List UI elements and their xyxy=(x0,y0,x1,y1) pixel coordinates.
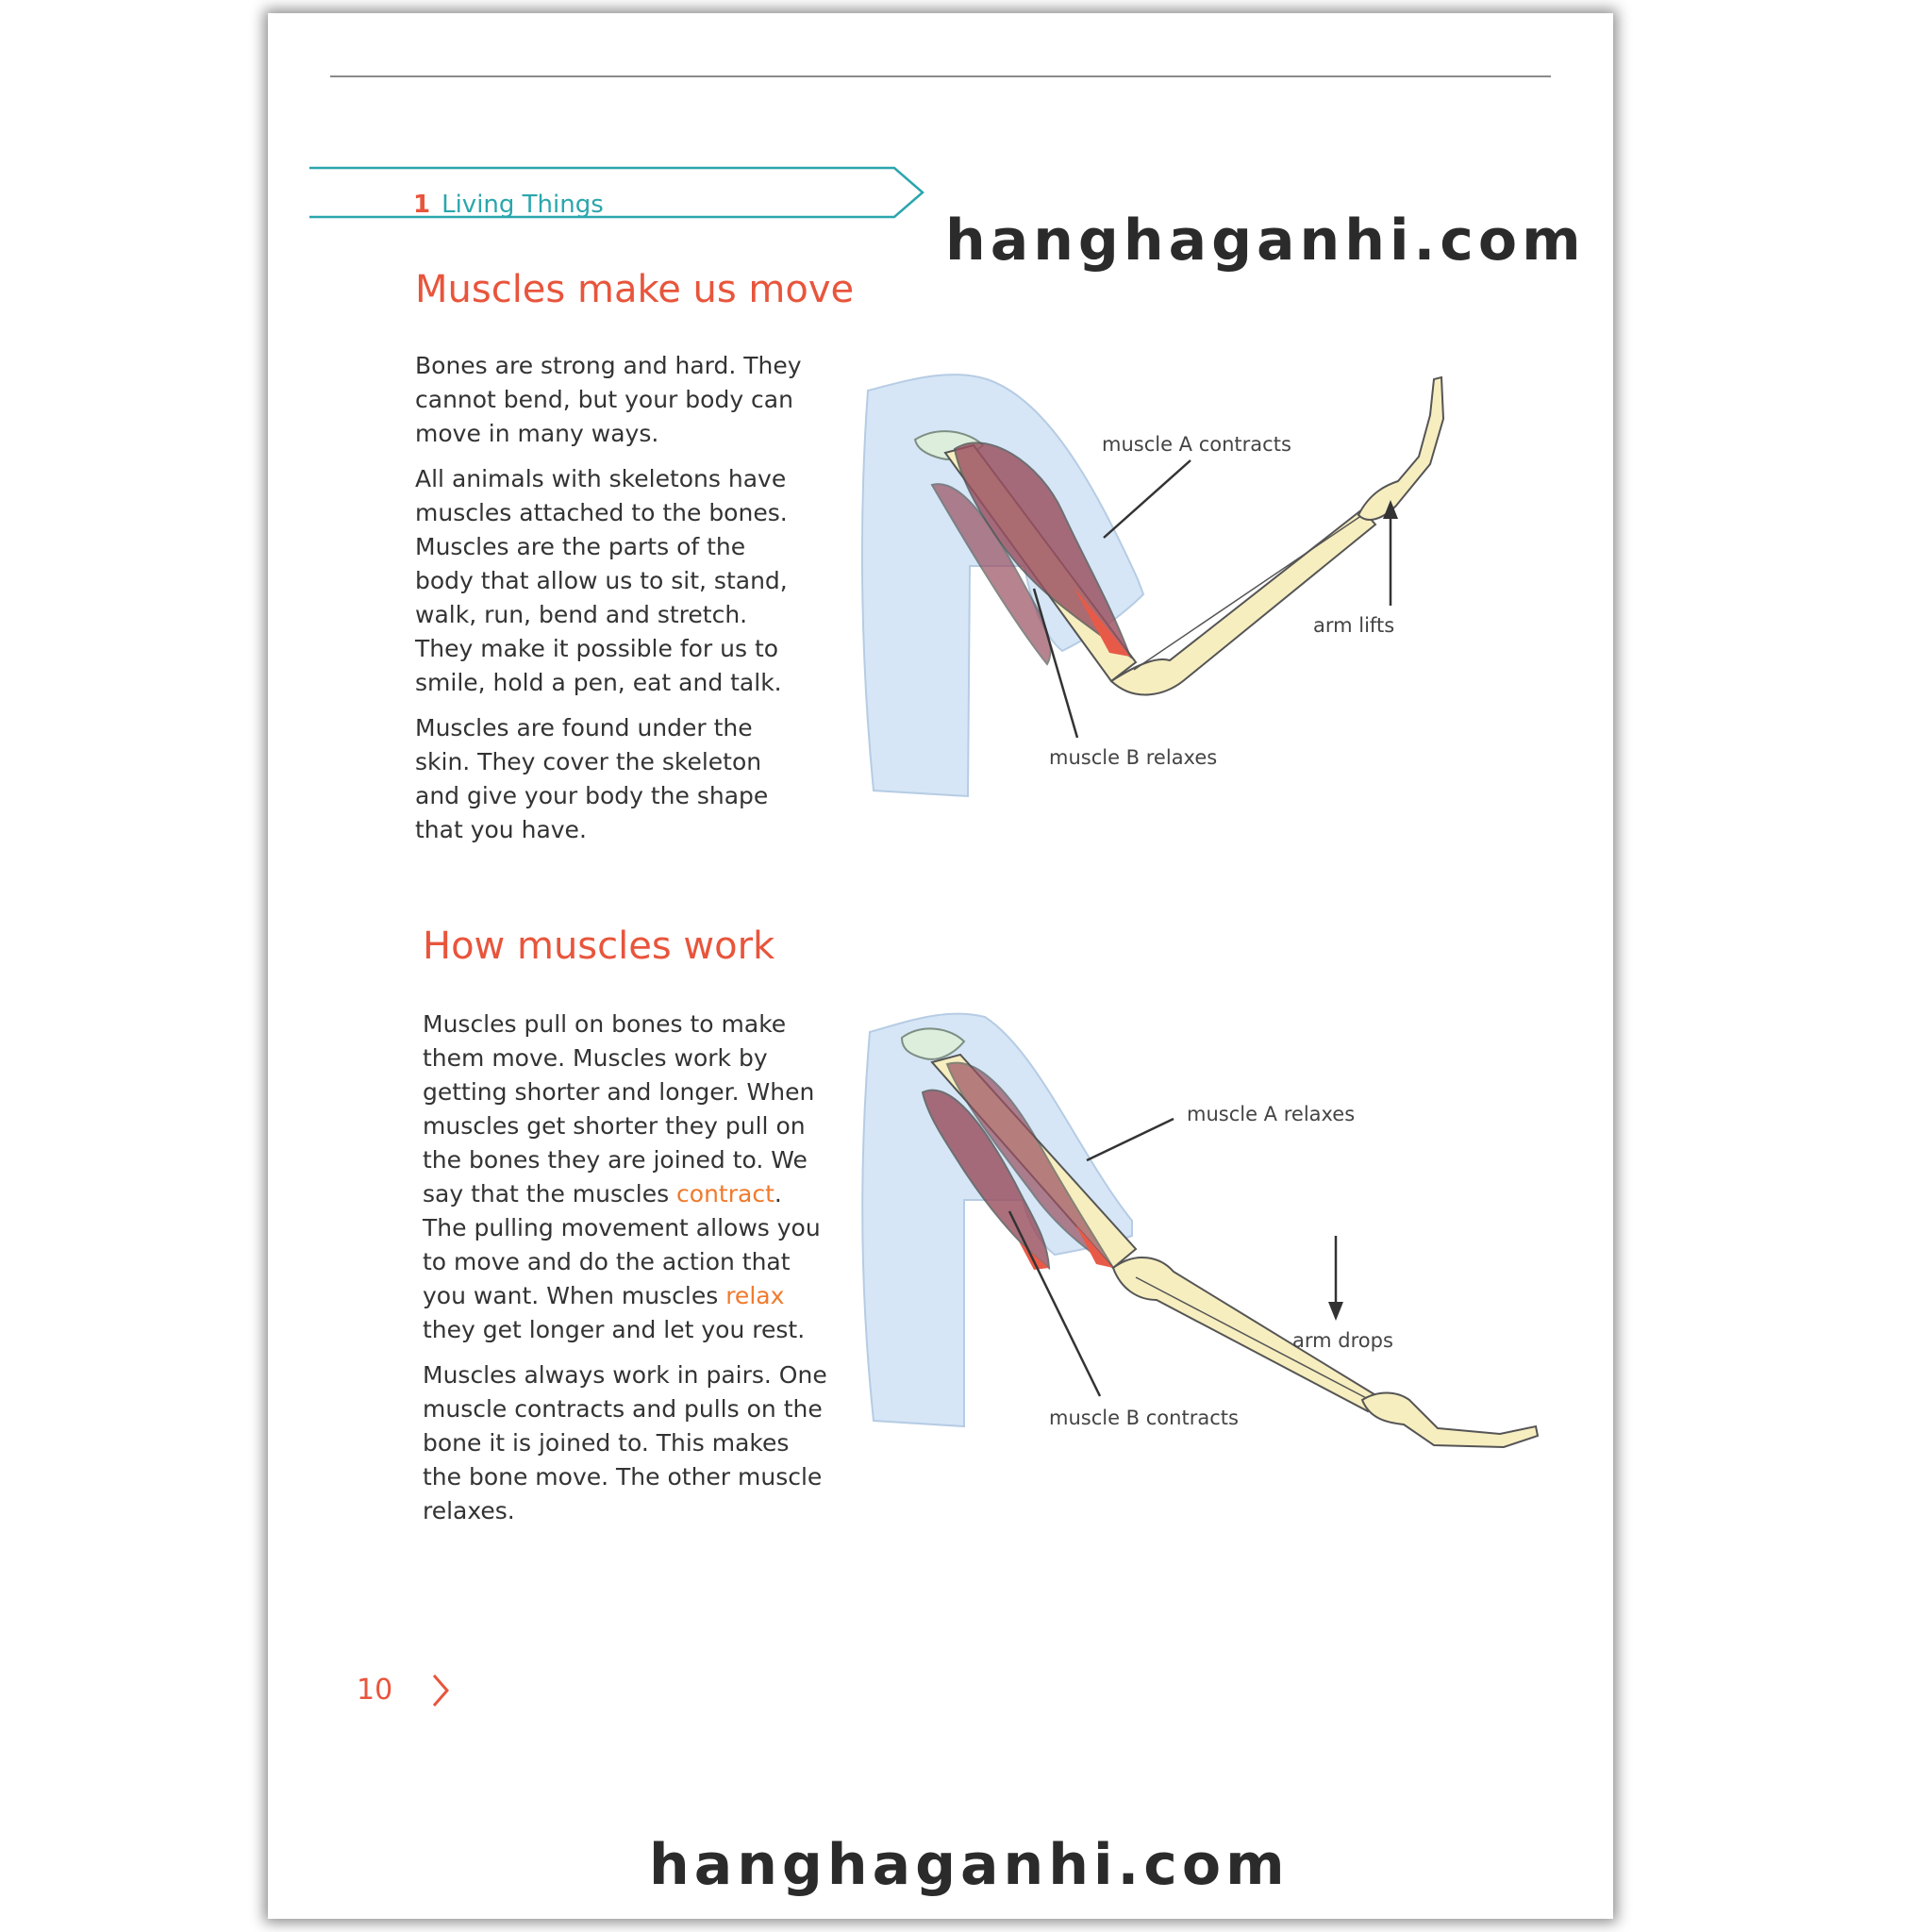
chapter-number: 1 xyxy=(413,191,431,219)
top-rule xyxy=(330,75,1551,77)
section2-heading: How muscles work xyxy=(423,924,775,968)
section1-paragraph-3: Muscles are found under the skin. They cover the skeleton and give your body the shape that you have. xyxy=(415,714,769,843)
section1-heading: Muscles make us move xyxy=(415,268,855,311)
chapter-tab-shape xyxy=(309,155,932,230)
p1-text-start: Muscles pull on bones to make them move. Muscles work by getting shorter and longer. When muscles get shorter they pull on the bones they are joined to. We say that the muscles xyxy=(423,1010,815,1208)
label-muscle-b-contracts: muscle B contracts xyxy=(1049,1407,1239,1429)
section2-paragraph-2: Muscles always work in pairs. One muscle contracts and pulls on the bone it is joined to. This makes the bone move. The other muscle relaxes. xyxy=(423,1361,827,1524)
label-muscle-a-relaxes: muscle A relaxes xyxy=(1187,1103,1356,1125)
chevron-right-icon xyxy=(428,1672,453,1709)
section2-body xyxy=(423,1008,828,1540)
watermark-bottom: hanghaganhi.com xyxy=(649,1832,1290,1898)
section1-body xyxy=(415,349,802,858)
arm-drop-diagram xyxy=(853,994,1598,1504)
section1-paragraph-1: Bones are strong and hard. They cannot bend, but your body can move in many ways. xyxy=(415,352,802,447)
chapter-tab xyxy=(413,191,604,219)
arm-lift-diagram xyxy=(855,353,1600,806)
pointer-muscle-a xyxy=(1087,1119,1174,1160)
hand-bones xyxy=(1358,377,1443,520)
arrow-down-icon xyxy=(1328,1302,1343,1321)
page-number: 10 xyxy=(357,1674,393,1707)
term-relax: relax xyxy=(725,1282,785,1309)
forearm-bones xyxy=(1111,509,1375,694)
term-contract: contract xyxy=(676,1180,774,1208)
label-arm-drops: arm drops xyxy=(1292,1329,1393,1352)
label-muscle-b-relaxes: muscle B relaxes xyxy=(1049,746,1218,769)
label-arm-lifts: arm lifts xyxy=(1313,614,1395,637)
chapter-title: Living Things xyxy=(441,191,604,219)
p1-text-end: they get longer and let you rest. xyxy=(423,1316,806,1343)
book-page xyxy=(268,13,1613,1919)
hand-bones xyxy=(1362,1393,1538,1448)
p1-text-middle: . The pulling movement allows you to move and do the action that you want. When muscles xyxy=(423,1180,821,1309)
watermark-top: hanghaganhi.com xyxy=(945,208,1586,274)
section1-paragraph-2: All animals with skeletons have muscles attached to the bones. Muscles are the parts of the body that allow us to sit, stand, walk, run, bend and stretch. They make it possible for us to smile, hold a pen, eat and talk. xyxy=(415,465,788,696)
section2-paragraph-1 xyxy=(423,1008,828,1347)
label-muscle-a-contracts: muscle A contracts xyxy=(1102,433,1291,456)
forearm-bone-line xyxy=(1134,511,1368,670)
pointer-muscle-a xyxy=(1104,460,1191,538)
